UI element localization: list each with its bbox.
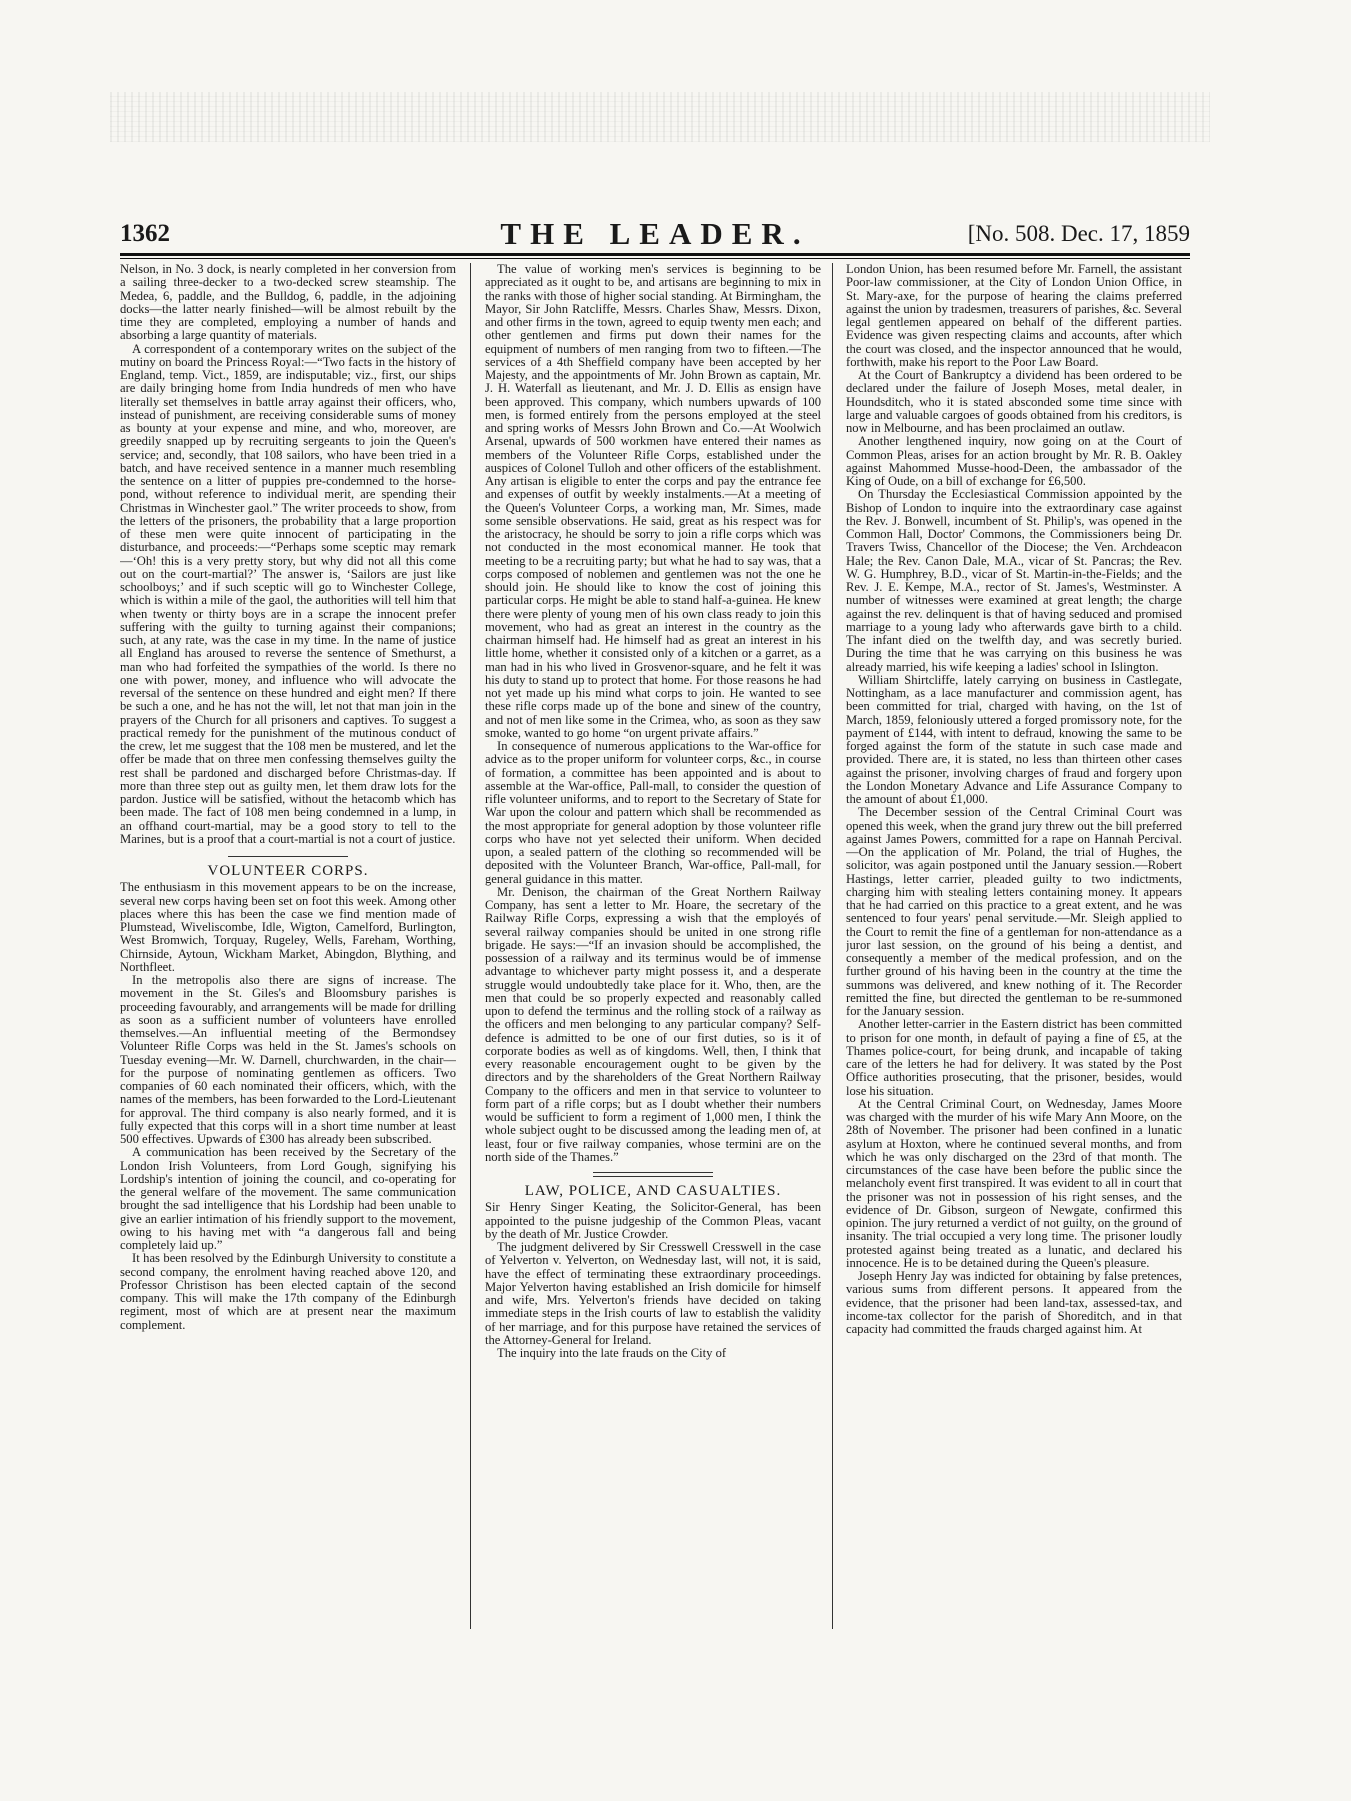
paragraph: The inquiry into the late frauds on the City of bbox=[497, 1346, 727, 1360]
paragraph: The value of working men's services is beginning to be appreciated as it ought to be, and artisans are beginning to mix in the ranks with those of higher social standing. At Birmingham, the Mayor, Sir John Ratcliffe, Messrs. Charles Shaw, Messrs. Dixon, and other firms in the town, agreed to equip twenty men each; and other gentlemen and firms put down their names for the equipment of numbers of men ranging from two to fifteen.—The services of a 4th Sheffield company have been accepted by her Majesty, and the appointments of Mr. John Brown as captain, Mr. J. H. Waterfall as lieutenant, and Mr. J. D. Ellis as ensign have been approved. This company, which numbers upwards of 100 men, is formed entirely from the persons employed at the steel and spring works of Messrs John Brown and Co.—At Woolwich Arsenal, upwards of 500 workmen have entered their names as members of the Volunteer Rifle Corps, established under the auspices of Colonel Tulloh and other officers of the establishment. Any artisan is eligible to enter the corps and pay the entrance fee and expenses of outfit by weekly instalments.—At a meeting of the Queen's Volunteer Corps, a working man, Mr. Simes, made some sensible observations. He said, great as his respect was for the aristocracy, he should be sorry to join a rifle corps which was not conducted in the most economical manner. He took that meeting to be a recruiting party; but what he had to say was, that a corps composed of noblemen and gentlemen was not the one he should join. He should like to know the cost of joining this particular corps. He might be able to stand half-a-guinea. He knew there were plenty of young men of his own class ready to join this movement, who had as great an interest in the country as the chairman himself had. He himself had as great an interest in his little home, whether it consisted only of a kitchen or a garret, as a man had in his who lived in Grosvenor-square, and he felt it was his duty to stand up to protect that home. For those reasons he had not yet made up his mind what corps to join. He wanted to see these rifle corps made up of the bone and sinew of the country, and not of men like some in the Crimea, who, as soon as they saw smoke, wanted to go home “on urgent private affairs.” bbox=[485, 263, 821, 740]
newspaper-title: THE LEADER. bbox=[500, 216, 810, 251]
column-divider bbox=[470, 263, 471, 1629]
paragraph: The enthusiasm in this movement appears to be on the increase, several new corps having been set on foot this week. Among other places where this has been the case we find mention made of Plumstead, Wiveliscombe, Idle, Wigton, Camelford, Burlington, West Bromwich, Torquay, Rugeley, Wells, Fareham, Worthing, Chirnside, Aytoun, Wickham Market, Abingdon, Blything, and Northfleet. bbox=[120, 880, 456, 974]
paragraph: At the Central Criminal Court, on Wednesday, James Moore was charged with the murder of his wife Mary Ann Moore, on the 28th of November. The prisoner had been confined in a lunatic asylum at Hoxton, where he continued several months, and from which he was only discharged on the 23rd of that month. The circumstances of the case have been before the public since the melancholy event first transpired. It was evident to all in court that the prisoner was not in possession of his right senses, and the evidence of Dr. Gibson, surgeon of Newgate, confirmed this opinion. The jury returned a verdict of not guilty, on the ground of insanity. The trial occupied a very long time. The prisoner loudly protested against being treated as a lunatic, and declared his innocence. He is to be detained during the Queen's pleasure. bbox=[846, 1096, 1182, 1270]
column-3 bbox=[846, 263, 1182, 1629]
section-divider bbox=[593, 1172, 713, 1177]
paragraph: The December session of the Central Criminal Court was opened this week, when the grand jury threw out the bill preferred against James Powers, committed for a rape on Hannah Percival.—On the application of Mr. Poland, the trial of Hughes, the solicitor, was again postponed until the January session.—Robert Hastings, letter carrier, pleaded guilty to two indictments, charging him with stealing letters containing money. It appears that he had carried on this practice to a great extent, and he was sentenced to four years' penal servitude.—Mr. Sleigh applied to the Court to remit the fine of a gentleman for non-attendance as a juror last session, on the ground of his being a dentist, and consequently a member of the medical profession, and on the further ground of his having been in the country at the time the summons was delivered, and knew nothing of it. The Recorder remitted the fine, but directed the gentleman to be re-summoned for the January session. bbox=[846, 805, 1182, 1018]
paragraph: At the Court of Bankruptcy a dividend has been ordered to be declared under the failure of Joseph Moses, metal dealer, in Houndsditch, who it is stated absconded some time since with large and valuable cargoes of goods obtained from his creditors, is now in Melbourne, and has been proclaimed an outlaw. bbox=[846, 368, 1182, 435]
paragraph: Sir Henry Singer Keating, the Solicitor-General, has been appointed to the puisne judgeship of the Common Pleas, vacant by the death of Mr. Justice Crowder. bbox=[485, 1200, 821, 1241]
paragraph: On Thursday the Ecclesiastical Commission appointed by the Bishop of London to inquire into the extraordinary case against the Rev. J. Bonwell, incumbent of St. Philip's, was opened in the Common Hall, Doctor' Commons, the Commissioners being Dr. Travers Twiss, Chancellor of the Diocese; the Ven. Archdeacon Hale; the Rev. Canon Dale, M.A., vicar of St. Pancras; the Rev. W. G. Humphrey, B.D., vicar of St. Martin-in-the-Fields; and the Rev. J. E. Kempe, M.A., rector of St. James's, Westminster. A number of witnesses were examined at great length; the charge against the rev. delinquent is that of having seduced and promised marriage to a young lady who afterwards gave birth to a child. The infant died on the twelfth day, and was secretly buried. During the time that he was carrying on this business he was already married, his wife keeping a ladies' school in Islington. bbox=[846, 487, 1182, 674]
paragraph: Mr. Denison, the chairman of the Great Northern Railway Company, has sent a letter to Mr. Hoare, the secretary of the Railway Rifle Corps, expressing a wish that the employés of several railway companies should be united in one strong rifle brigade. He says:—“If an invasion should be accomplished, the possession of a railway and its terminus would be of immense advantage to whichever party might possess it, and a desperate struggle would undoubtedly take place for it. Who, then, are the men that could be so properly expected and reasonably called upon to defend the terminus and the rolling stock of a railway as the officers and men belonging to any particular company? Self-defence is admitted to be one of our first duties, so is it of corporate bodies as well as of kingdoms. Well, then, I think that every reasonable encouragement ought to be given by the directors and by the shareholders of the Great Northern Railway Company to the officers and men in that service to volunteer to form part of a rifle corps; but as I doubt whether their numbers would be sufficient to form a regiment of 1,000 men, I think the whole subject ought to be discussed among the leading men of, at least, four or five railway companies, whose termini are on the north side of the Thames.” bbox=[485, 884, 821, 1164]
paragraph: William Shirtcliffe, lately carrying on business in Castlegate, Nottingham, as a lace manufacturer and commission agent, has been committed for trial, charged with having, on the 1st of March, 1859, feloniously uttered a forged promissory note, for the payment of £144, with intent to defraud, knowing the same to be forged against the form of the statute in such case made and provided. There are, it is stated, no less than thirteen other cases against the prisoner, involving charges of fraud and forgery upon the London Monetary Advance and Life Assurance Company to the amount of about £1,000. bbox=[846, 672, 1182, 806]
header-rule bbox=[120, 253, 1190, 256]
paragraph: Nelson, in No. 3 dock, is nearly completed in her conversion from a sailing three-decker to a two-decked screw steamship. The Medea, 6, paddle, and the Bulldog, 6, paddle, in the adjoining docks—the latter nearly finished—will be almost rebuilt by the time they are completed, employing a number of hands and absorbing a large quantity of materials. bbox=[120, 263, 456, 343]
paragraph: The judgment delivered by Sir Cresswell Cresswell in the case of Yelverton v. Yelverton, on Wednesday last, will not, it is said, have the effect of terminating these extraordinary proceedings. Major Yelverton having established an Irish domicile for himself and wife, Mrs. Yelverton's friends have decided on taking immediate steps in the Irish courts of law to establish the validity of her marriage, and for this purpose have retained the services of the Attorney-General for Ireland. bbox=[485, 1240, 821, 1347]
section-divider bbox=[228, 856, 348, 857]
header-rule-thin bbox=[120, 258, 1190, 259]
paragraph: Another letter-carrier in the Eastern district has been committed to prison for one month, in default of paying a fine of £5, at the Thames police-court, for being drunk, and incapable of taking care of the letters he had for delivery. It was stated by the Post Office authorities prosecuting, that the prisoner, besides, would lose his situation. bbox=[846, 1017, 1182, 1098]
column-divider bbox=[832, 263, 833, 1629]
paragraph: In consequence of numerous applications to the War-office for advice as to the proper uniform for volunteer corps, &c., in course of formation, a committee has been appointed and is about to assemble at the War-office, Pall-mall, to consider the question of rifle volunteer uniforms, and to report to the Secretary of State for War upon the colour and pattern which shall be recommended as the most appropriate for general adoption by those volunteer rifle corps who have not yet selected their uniform. When decided upon, a sealed pattern of the clothing so recommended will be deposited with the Volunteer Branch, War-office, Pall-mall, for general guidance in this matter. bbox=[485, 739, 821, 886]
issue-date: [No. 508. Dec. 17, 1859 bbox=[967, 221, 1190, 246]
masthead bbox=[120, 216, 1190, 252]
section-heading-law-police: LAW, POLICE, AND CASUALTIES. bbox=[524, 1183, 782, 1199]
page-number: 1362 bbox=[120, 220, 170, 247]
paragraph: A communication has been received by the Secretary of the London Irish Volunteers, from Lord Gough, signifying his Lordship's intention of joining the council, and co-operating for the general welfare of the movement. The same communication brought the sad intelligence that his Lordship had been unable to give an earlier intimation of his friendly support to the movement, owing to his having met with “a dangerous fall and being completely laid up.” bbox=[120, 1145, 456, 1252]
paragraph: A correspondent of a contemporary writes on the subject of the mutiny on board the Princess Royal:—“Two facts in the history of England, temp. Vict., 1859, are indisputable; viz., first, our ships are daily bringing home from India hundreds of men who have literally set themselves in battle array against their officers, who, instead of punishment, are receiving considerable sums of money as bounty at your expense and mine, and who, moreover, are greedily snapped up by recruiting sergeants to join the Queen's service; and, secondly, that 108 sailors, who have been tried in a batch, and have received sentence in a manner much resembling the sentence on a litter of puppies pre-condemned to the horse-pond, without reference to individual merit, are spending their Christmas in Winchester gaol.” The writer proceeds to show, from the letters of the prisoners, the probability that a large proportion of these men were quite innocent of participating in the disturbance, and proceeds:—“Perhaps some sceptic may remark—‘Oh! this is a very pretty story, but why did not all this come out on the court-martial?’ The answer is, ‘Sailors are just like schoolboys;’ and if such sceptic will go to Winchester College, which is within a mile of the gaol, the authorities will tell him that when twenty or thirty boys are in a scrape the innocent prefer suffering with the guilty to turning against their companions; such, at any rate, was the case in my time. In the name of justice all England has aroused to reverse the sentence of Smethurst, a man who had forfeited the sympathies of the world. Is there no one with power, money, and influence who will advocate the reversal of the sentence on these hundred and eight men? If there be such a one, and he has not the will, let not that man join in the prayers of the Church for all prisoners and captives. To suggest a practical remedy for the punishment of the mutinous conduct of the crew, let me suggest that the 108 men be mustered, and let the offer be made that on three men confessing themselves guilty the rest shall be pardoned and discharged before Christmas-day. If more than three step out as guilty men, let them draw lots for the pardon. Justice will be satisfied, without the hetacomb which has been made. The fact of 108 men being condemned in a lump, in an offhand court-martial, may be a good story to tell to the Marines, but is a proof that a court-martial is not a court of justice. bbox=[120, 341, 456, 846]
paragraph: Another lengthened inquiry, now going on at the Court of Common Pleas, arises for an action brought by Mr. R. B. Oakley against Mahommed Musse-hood-Deen, the ambassador of the King of Oude, on a bill of exchange for £6,500. bbox=[846, 434, 1182, 488]
paragraph: It has been resolved by the Edinburgh University to constitute a second company, the enrolment having reached above 120, and Professor Christison has been elected captain of the second company. This will make the 17th company of the Edinburgh regiment, most of which are at present near the maximum complement. bbox=[120, 1251, 456, 1332]
paragraph: In the metropolis also there are signs of increase. The movement in the St. Giles's and Bloomsbury parishes is proceeding favourably, and arrangements will be made for drilling as soon as a sufficient number of volunteers have enrolled themselves.—An influential meeting of the Bermondsey Volunteer Rifle Corps was held in the St. James's schools on Tuesday evening—Mr. W. Darnell, churchwarden, in the chair—for the purpose of nominating gentlemen as officers. Two companies of 60 each nominated their officers, which, with the names of the members, has been forwarded to the Lord-Lieutenant for approval. The third company is also nearly formed, and it is fully expected that this corps will in a short time number at least 500 effectives. Upwards of £300 has already been subscribed. bbox=[120, 973, 456, 1146]
section-heading-volunteer-corps: VOLUNTEER CORPS. bbox=[207, 863, 369, 879]
bleed-through-noise bbox=[110, 92, 1210, 142]
paragraph: Joseph Henry Jay was indicted for obtaining by false pretences, various sums from different persons. It appeared from the evidence, that the prisoner had been land-tax, assessed-tax, and income-tax collector for the parish of Shoreditch, and in that capacity had committed the frauds charged against him. At bbox=[846, 1269, 1182, 1336]
column-2 bbox=[485, 263, 821, 1629]
column-1 bbox=[120, 263, 456, 1629]
paragraph: London Union, has been resumed before Mr. Farnell, the assistant Poor-law commissioner, at the City of London Union Office, in St. Mary-axe, for the purpose of hearing the claims preferred against the union by tradesmen, treasurers of parishes, &c. Several legal gentlemen appeared on behalf of the different parties. Evidence was given respecting claims and accounts, after which the court was closed, and the inspector announced that he would, forthwith, make his report to the Poor Law Board. bbox=[846, 263, 1182, 369]
